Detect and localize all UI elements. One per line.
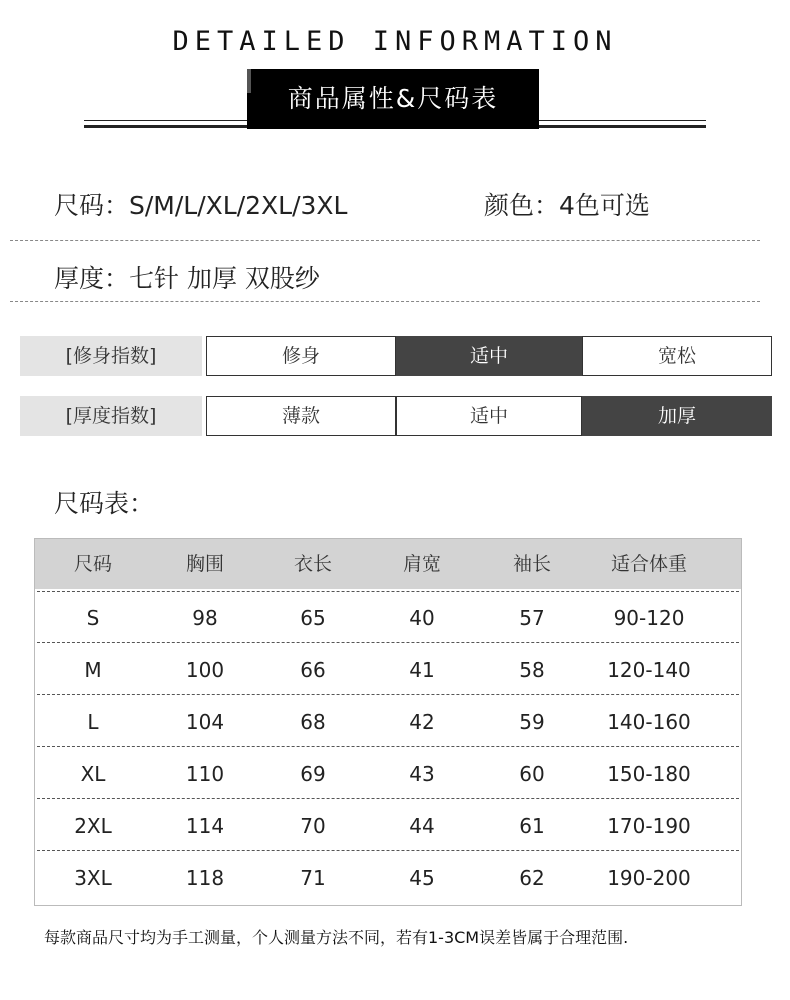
cell-size: S [86, 606, 100, 630]
cell-shoulder: 43 [409, 762, 435, 786]
cell-sleeve: 62 [519, 866, 545, 890]
cell-weight: 90-120 [613, 606, 685, 630]
table-row [35, 644, 741, 696]
color-attribute: 颜色：4色可选 [484, 191, 650, 220]
cell-weight: 190-200 [607, 866, 691, 890]
rowsep [37, 850, 739, 851]
table-header [35, 539, 741, 589]
header-weight: 适合体重 [610, 553, 687, 575]
cell-size: 3XL [74, 866, 112, 890]
cell-sleeve: 57 [519, 606, 545, 630]
header-shoulder: 肩宽 [402, 553, 441, 575]
size-chart-table [34, 538, 742, 906]
cell-size: M [84, 658, 102, 682]
cell-length: 69 [300, 762, 326, 786]
cell-chest: 100 [185, 658, 225, 682]
fit-option-slim: 修身 [206, 336, 396, 376]
cell-weight: 150-180 [607, 762, 691, 786]
fit-index-label: [修身指数] [20, 336, 202, 376]
fit-option-regular: 适中 [396, 336, 582, 376]
divider-2 [10, 301, 760, 302]
cell-shoulder: 41 [409, 658, 435, 682]
table-row [35, 696, 741, 748]
fit-option-loose: 宽松 [582, 336, 772, 376]
divider-1 [10, 240, 760, 241]
thickness-option-thick: 加厚 [582, 396, 772, 436]
header-chest: 胸围 [185, 553, 224, 575]
cell-size: 2XL [74, 814, 112, 838]
table-row [35, 800, 741, 852]
cell-chest: 98 [192, 606, 218, 630]
header-sleeve: 袖长 [512, 553, 551, 575]
thickness-option-regular: 适中 [396, 396, 582, 436]
cell-sleeve: 60 [519, 762, 545, 786]
cell-chest: 118 [185, 866, 225, 890]
rowsep [37, 746, 739, 747]
rowsep [37, 642, 739, 643]
cell-sleeve: 59 [519, 710, 545, 734]
thickness-option-thin: 薄款 [206, 396, 396, 436]
cell-length: 65 [300, 606, 326, 630]
cell-length: 70 [300, 814, 326, 838]
cell-length: 71 [300, 866, 326, 890]
table-row [35, 592, 741, 644]
cell-weight: 120-140 [607, 658, 691, 682]
cell-chest: 114 [185, 814, 225, 838]
table-row [35, 852, 741, 904]
thickness-index-label: [厚度指数] [20, 396, 202, 436]
header-title: DETAILED INFORMATION [172, 26, 618, 57]
cell-shoulder: 44 [409, 814, 435, 838]
cell-weight: 140-160 [607, 710, 691, 734]
cell-chest: 104 [185, 710, 225, 734]
rowsep [37, 798, 739, 799]
header-length: 衣长 [293, 553, 332, 575]
size-attribute: 尺码：S/M/L/XL/2XL/3XL [54, 191, 348, 220]
cell-length: 66 [300, 658, 326, 682]
cell-weight: 170-190 [607, 814, 691, 838]
footnote: 每款商品尺寸均为手工测量，个人测量方法不同，若有1-3CM误差皆属于合理范围. [44, 928, 629, 947]
cell-shoulder: 42 [409, 710, 435, 734]
table-row [35, 748, 741, 800]
header-size: 尺码 [73, 553, 112, 575]
cell-shoulder: 40 [409, 606, 435, 630]
cell-size: XL [80, 762, 106, 786]
cell-chest: 110 [185, 762, 225, 786]
banner-box: 商品属性&尺码表 [247, 69, 539, 129]
cell-sleeve: 58 [519, 658, 545, 682]
cell-length: 68 [300, 710, 326, 734]
size-chart-title: 尺码表： [54, 489, 155, 518]
cell-size: L [87, 710, 99, 734]
cell-sleeve: 61 [519, 814, 545, 838]
rowsep [37, 694, 739, 695]
cell-shoulder: 45 [409, 866, 435, 890]
thickness-attribute: 厚度：七针 加厚 双股纱 [54, 264, 320, 293]
